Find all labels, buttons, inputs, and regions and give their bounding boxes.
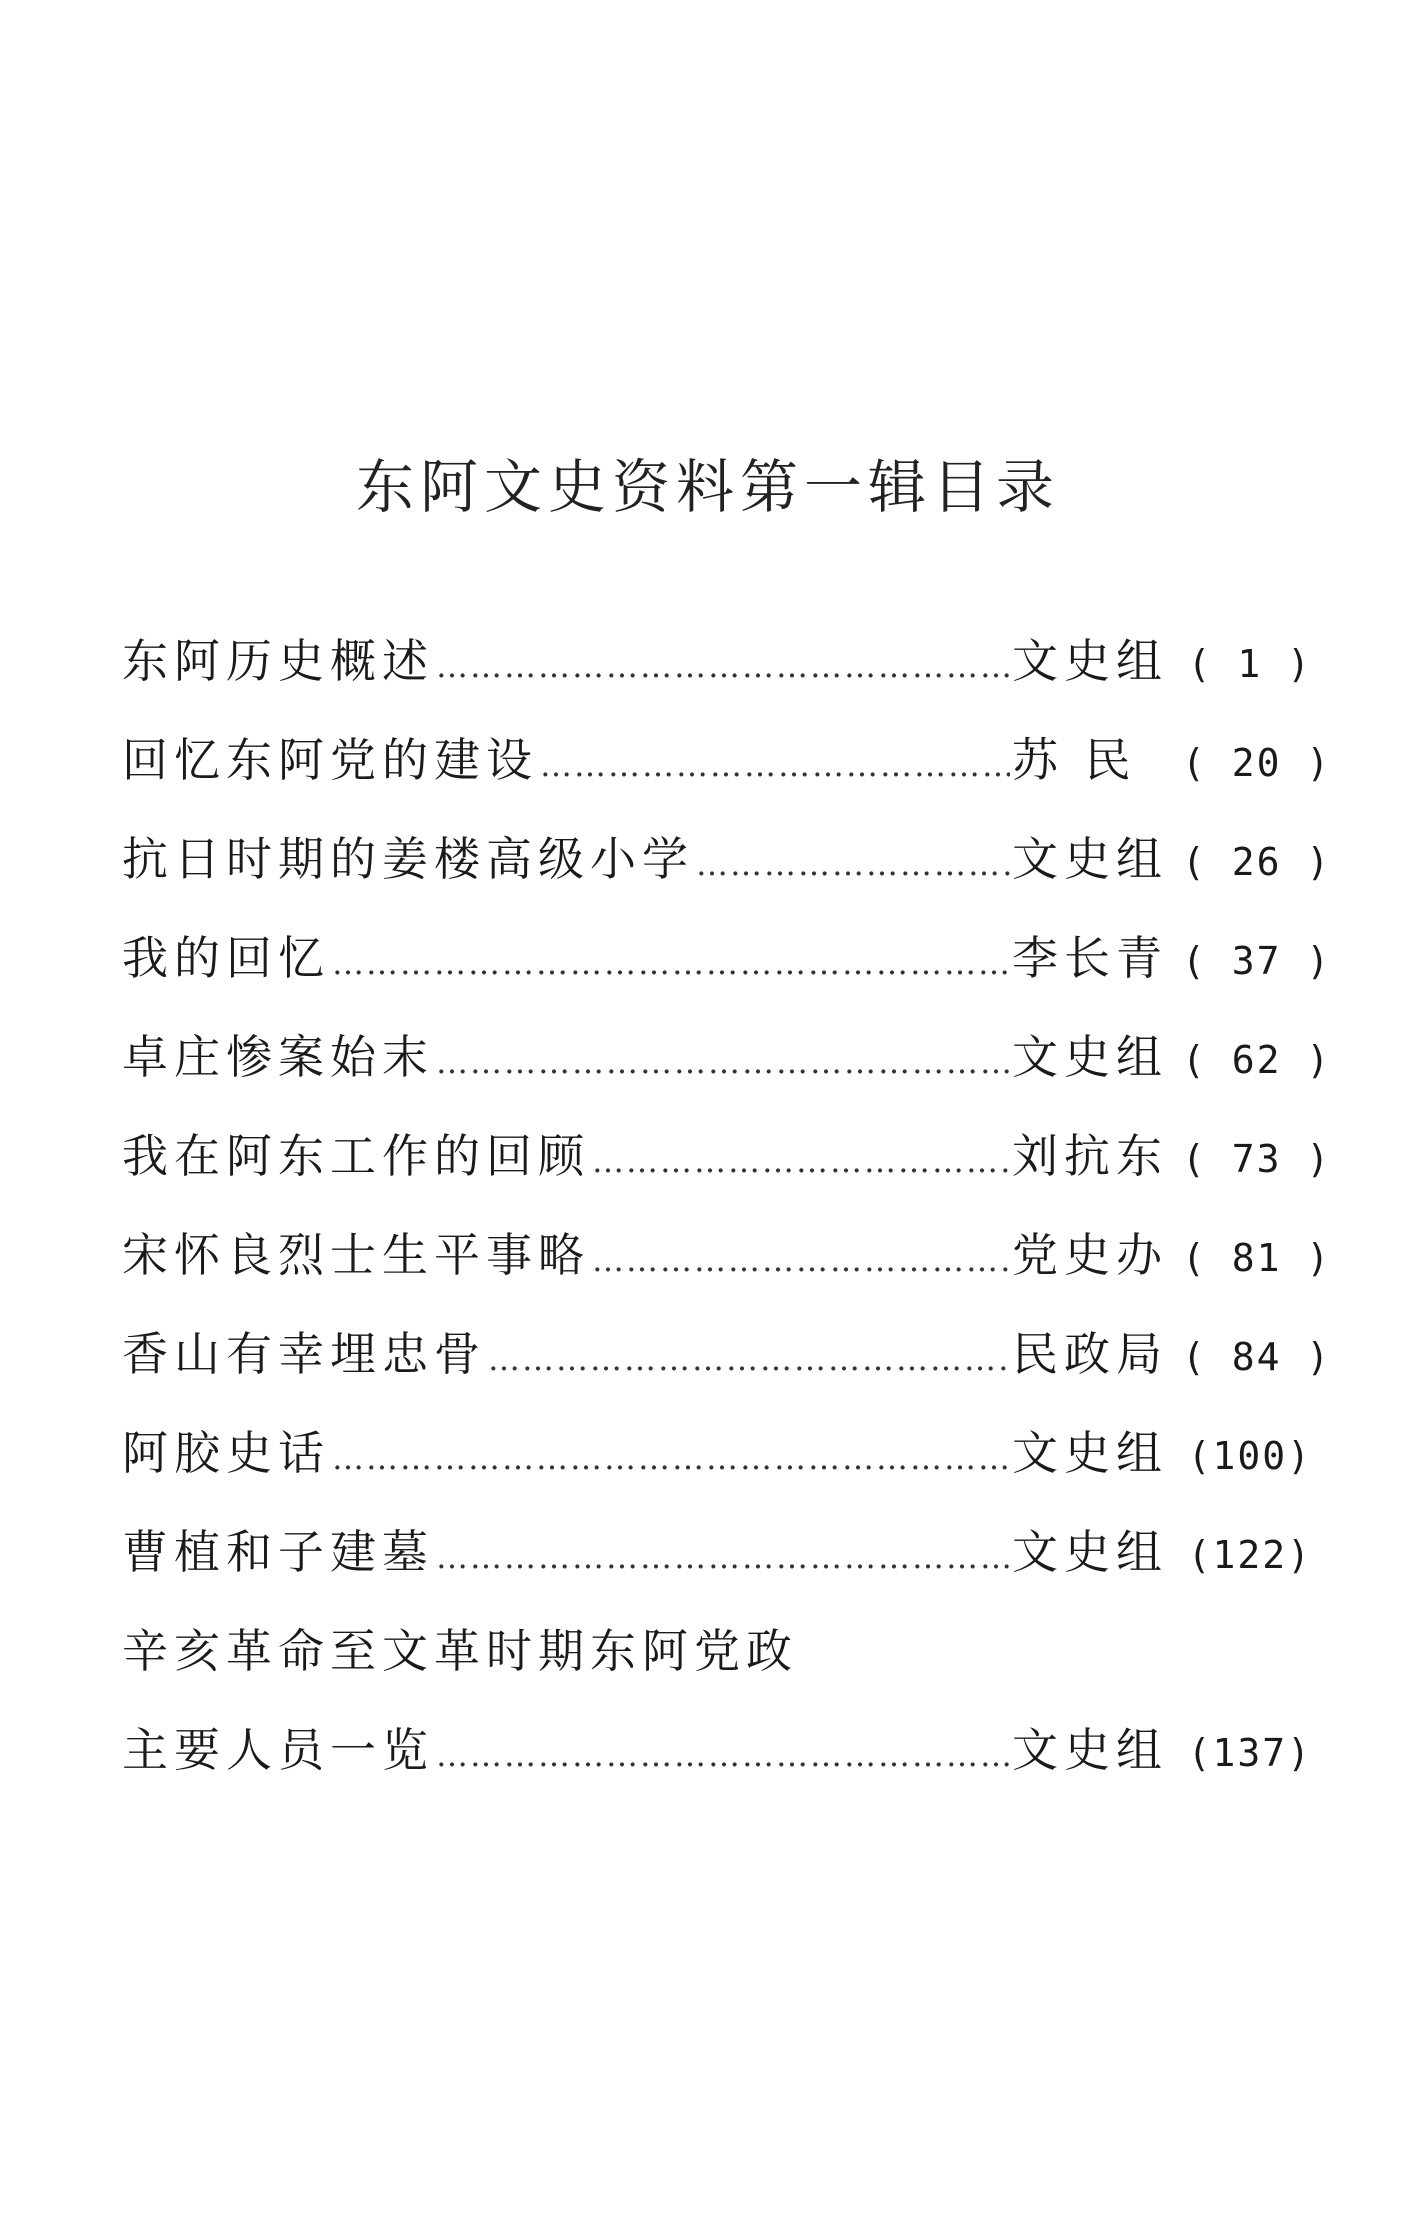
toc-entry (122, 1516, 1312, 1615)
entry-title: 曹植和子建墓 (122, 1525, 434, 1579)
entry-title-line1: 辛亥革命至文革时期东阿党政 (122, 1624, 798, 1678)
toc-entry (122, 1021, 1332, 1120)
entry-title: 抗日时期的姜楼高级小学 (122, 832, 694, 886)
entry-page: (137) (1187, 1731, 1312, 1775)
dot-leader (696, 845, 1010, 883)
dot-leader (436, 1043, 1010, 1081)
entry-title: 阿胶史话 (122, 1426, 330, 1480)
toc-entry-first-line (122, 1615, 1312, 1714)
dot-leader (332, 1439, 1010, 1477)
dot-leader (436, 1538, 1010, 1576)
entry-title: 香山有幸埋忠骨 (122, 1327, 486, 1381)
toc-entry (122, 823, 1332, 922)
dot-leader (592, 1142, 1010, 1180)
entry-page: ( 73 ) (1182, 1137, 1332, 1181)
entry-title: 东阿历史概述 (122, 634, 434, 688)
toc-entry (122, 1318, 1332, 1417)
entry-page: ( 20 ) (1182, 741, 1332, 785)
toc-entry-second-line (122, 1714, 1312, 1813)
toc-entry (122, 1120, 1332, 1219)
toc-entry (122, 1417, 1312, 1516)
dot-leader (540, 746, 1010, 784)
entry-page: ( 84 ) (1182, 1335, 1332, 1379)
entry-page: (100) (1187, 1434, 1312, 1478)
dot-leader (332, 944, 1010, 982)
entry-title: 我在阿东工作的回顾 (122, 1129, 590, 1183)
entry-page: ( 26 ) (1182, 840, 1332, 884)
dot-leader (436, 647, 1010, 685)
entry-author: 文史组 (1012, 1723, 1168, 1777)
entry-title: 回忆东阿党的建设 (122, 733, 538, 787)
entry-author: 文史组 (1012, 832, 1168, 886)
dot-leader (488, 1340, 1010, 1378)
toc-entry (122, 625, 1312, 724)
entry-title: 宋怀良烈士生平事略 (122, 1228, 590, 1282)
toc-entry (122, 1219, 1332, 1318)
entry-author: 文史组 (1012, 1030, 1168, 1084)
entry-author: 苏 民 (1012, 733, 1137, 787)
entry-author: 党史办 (1012, 1228, 1168, 1282)
page-title: 东阿文史资料第一辑目录 (355, 453, 1060, 521)
entry-author: 文史组 (1012, 1525, 1168, 1579)
entry-author: 文史组 (1012, 1426, 1168, 1480)
dot-leader (592, 1241, 1010, 1279)
toc-entry (122, 922, 1332, 1021)
entry-author: 文史组 (1012, 634, 1168, 688)
entry-page: ( 62 ) (1182, 1038, 1332, 1082)
entry-title: 卓庄惨案始末 (122, 1030, 434, 1084)
entry-page: (122) (1187, 1533, 1312, 1577)
entry-title-line2: 主要人员一览 (122, 1723, 434, 1777)
entry-author: 刘抗东 (1012, 1129, 1168, 1183)
entry-page: ( 1 ) (1187, 642, 1312, 686)
entry-page: ( 81 ) (1182, 1236, 1332, 1280)
entry-author: 李长青 (1012, 931, 1168, 985)
dot-leader (436, 1736, 1010, 1774)
table-of-contents (122, 625, 1332, 1813)
toc-entry (122, 724, 1332, 823)
entry-author: 民政局 (1012, 1327, 1168, 1381)
entry-title: 我的回忆 (122, 931, 330, 985)
entry-page: ( 37 ) (1182, 939, 1332, 983)
